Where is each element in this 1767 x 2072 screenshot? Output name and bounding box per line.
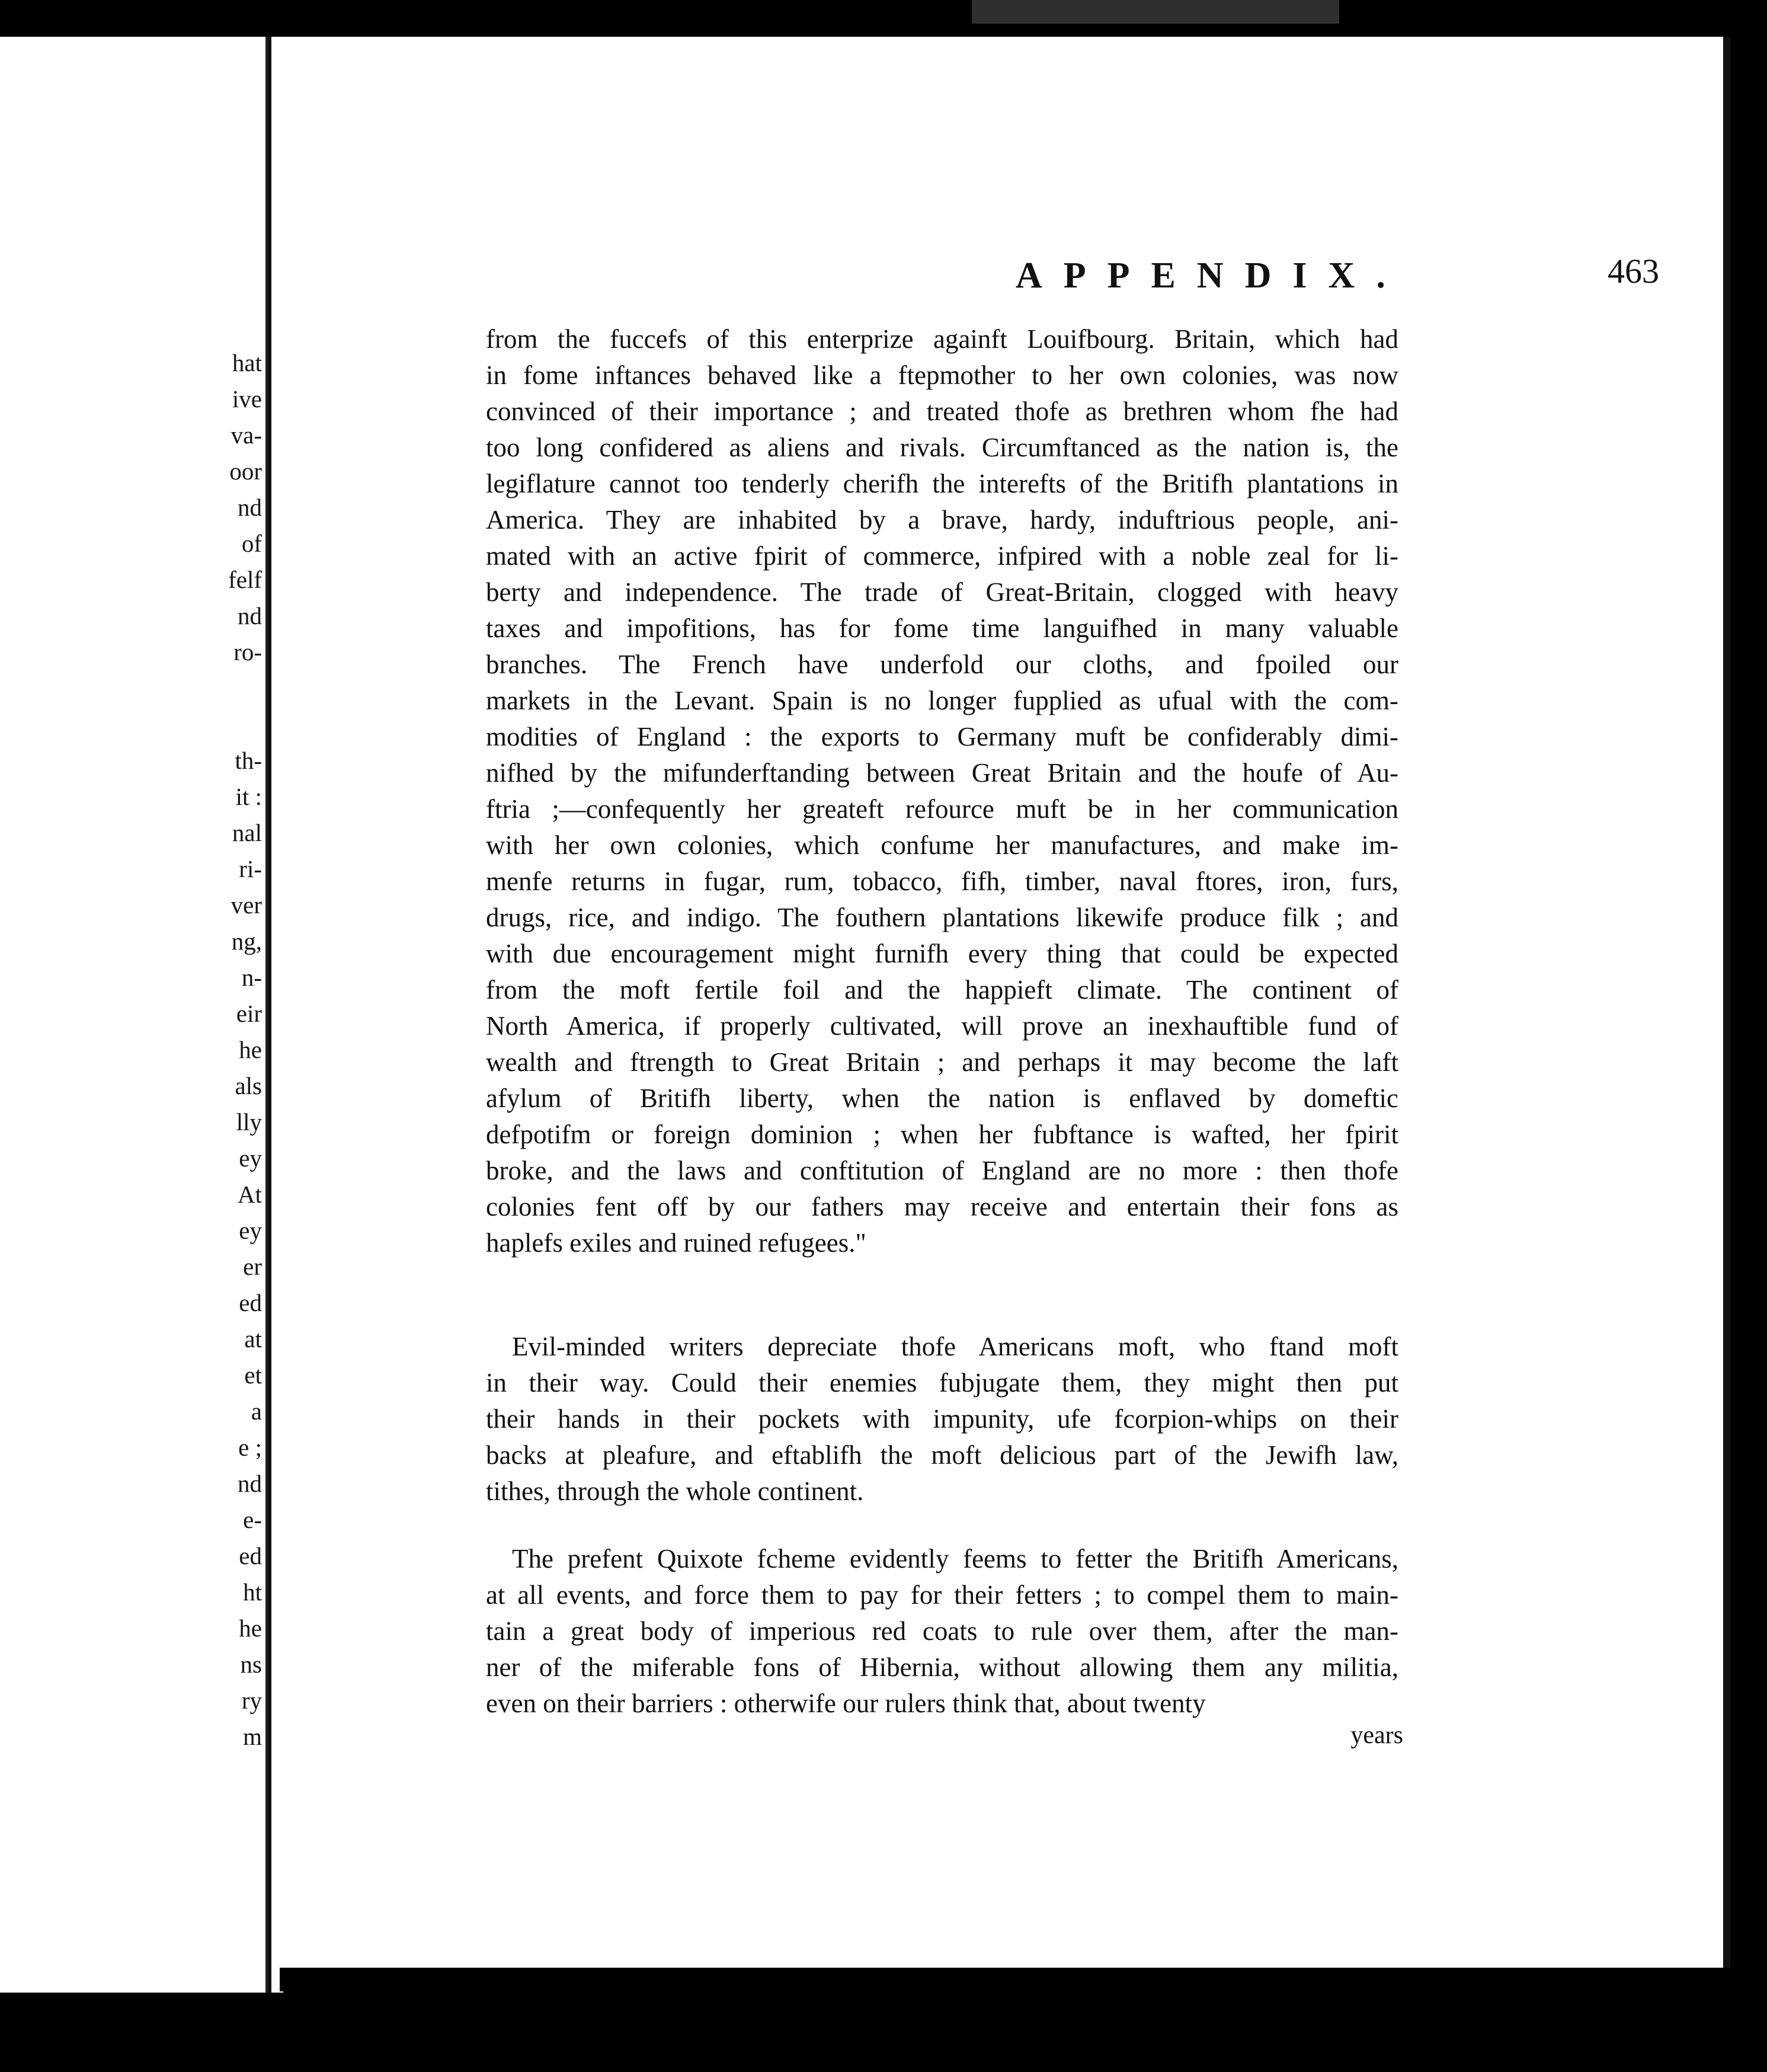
text-line: colonies fent off by our fathers may receive and entertain their fons as <box>486 1192 1398 1222</box>
running-header <box>735 252 1659 302</box>
facing-page-fragment-line: ver <box>231 891 262 919</box>
scan-top-border <box>0 0 1767 37</box>
text-line: menfe returns in fugar, rum, tobacco, fifh, timber, naval ftores, iron, furs, <box>486 866 1398 896</box>
text-line: afylum of Britifh liberty, when the nation is enflaved by domeftic <box>486 1083 1398 1113</box>
text-line: with due encouragement might furnifh every thing that could be expected <box>486 939 1398 968</box>
scan-bottom-border <box>280 1968 1730 1991</box>
facing-page-fragment-line: n- <box>241 964 262 991</box>
facing-page-fragment-line: ey <box>239 1217 262 1244</box>
facing-page-fragment-line: hat <box>232 349 262 376</box>
facing-page-fragment-line: ng, <box>231 928 262 955</box>
facing-page-fragment-line: et <box>244 1361 262 1389</box>
text-line: defpotifm or foreign dominion ; when her fubftance is wafted, her fpirit <box>486 1120 1398 1149</box>
text-line: with her own colonies, which confume her manufactures, and make im- <box>486 830 1398 860</box>
facing-page-fragment-line: at <box>244 1325 262 1352</box>
facing-page-fragment-line: of <box>241 530 262 557</box>
facing-page-fragment-line: At <box>238 1181 262 1208</box>
facing-page-fragment-line: he <box>239 1036 262 1063</box>
facing-page-fragment-line: e- <box>243 1506 262 1533</box>
text-line: haplefs exiles and ruined refugees." <box>486 1228 866 1258</box>
facing-page-fragment-line: oor <box>229 458 262 485</box>
facing-page-text <box>203 345 262 1755</box>
paragraph-quixote <box>486 1541 1398 1722</box>
text-line: in fome inftances behaved like a ftepmother to her own colonies, was now <box>486 360 1398 390</box>
facing-page-fragment-line: lly <box>236 1108 262 1136</box>
text-line: taxes and impofitions, has for fome time languifhed in many valuable <box>486 613 1398 643</box>
text-line: branches. The French have underfold our cloths, and fpoiled our <box>486 650 1398 679</box>
facing-page-fragment-line: m <box>243 1723 262 1750</box>
catchword: years <box>1350 1722 1403 1749</box>
text-line: mated with an active fpirit of commerce, infpired with a noble zeal for li- <box>486 541 1398 571</box>
facing-page-fragment-line: ed <box>239 1289 262 1316</box>
text-line: backs at pleafure, and eftablifh the moft delicious part of the Jewifh law, <box>486 1440 1398 1470</box>
facing-page-fragment-line: ive <box>232 385 262 413</box>
text-line: berty and independence. The trade of Great-Britain, clogged with heavy <box>486 577 1398 607</box>
text-line: broke, and the laws and conftitution of England are no more : then thofe <box>486 1156 1398 1185</box>
running-title: APPENDIX. <box>1016 255 1407 296</box>
facing-page-fragment-line: ry <box>241 1687 262 1714</box>
paragraph-evil-minded <box>486 1329 1398 1510</box>
facing-page-gap <box>203 670 262 743</box>
facing-page-fragment-line: ey <box>239 1144 262 1172</box>
facing-page-fragment-line: nd <box>238 1470 262 1497</box>
facing-page-fragment-line: nd <box>238 494 262 521</box>
text-line: from the moft fertile foil and the happieft climate. The continent of <box>486 975 1398 1005</box>
facing-page-fragment-line: ri- <box>239 855 262 882</box>
facing-page-fragment-line: ns <box>240 1651 262 1678</box>
text-line: tain a great body of imperious red coats to rule over them, after the man- <box>486 1616 1398 1646</box>
facing-page-fragment-line: ro- <box>233 638 262 666</box>
text-line: modities of England : the exports to Germany muft be confiderably dimi- <box>486 722 1398 752</box>
facing-page-fragment-line: er <box>243 1253 262 1280</box>
text-line: nifhed by the mifunderftanding between Great Britain and the houfe of Au- <box>486 758 1398 788</box>
text-line: from the fuccefs of this enterprize againft Louifbourg. Britain, which had <box>486 324 1398 354</box>
facing-page-fragment-line: nd <box>238 602 262 629</box>
text-line: Evil-minded writers depreciate thofe Americans moft, who ftand moft <box>512 1332 1398 1361</box>
text-line: in their way. Could their enemies fubjugate them, they might then put <box>486 1368 1398 1398</box>
facing-page-fragment-line: ht <box>243 1578 262 1606</box>
scan-artifact <box>972 0 1339 24</box>
page-edge <box>1723 37 1730 1968</box>
facing-page-fragment-line: it : <box>235 783 262 810</box>
facing-page-fragment-line: va- <box>231 421 262 449</box>
book-page <box>280 37 1730 1968</box>
text-line: ner of the miferable fons of Hibernia, without allowing them any militia, <box>486 1652 1398 1682</box>
facing-page-fragment-line: he <box>239 1614 262 1642</box>
text-line: drugs, rice, and indigo. The fouthern plantations likewife produce filk ; and <box>486 903 1398 932</box>
facing-page-fragment-line: als <box>235 1072 262 1099</box>
page-number: 463 <box>1608 252 1659 290</box>
paragraph-quotation <box>486 321 1398 1261</box>
text-line: their hands in their pockets with impunity, ufe fcorpion-whips on their <box>486 1404 1398 1434</box>
text-line: tithes, through the whole continent. <box>486 1476 864 1506</box>
text-line: North America, if properly cultivated, will prove an inexhauftible fund of <box>486 1011 1398 1041</box>
facing-page-fragment-line: eir <box>236 1000 262 1027</box>
text-line: The prefent Quixote fcheme evidently feems to fetter the Britifh Americans, <box>512 1544 1398 1574</box>
facing-page-fragment-line: ed <box>239 1542 262 1569</box>
facing-page-fragment <box>0 37 268 1993</box>
text-line: at all events, and force them to pay for their fetters ; to compel them to main- <box>486 1580 1398 1610</box>
text-line: convinced of their importance ; and treated thofe as brethren whom fhe had <box>486 397 1398 426</box>
facing-page-fragment-line: e ; <box>238 1434 262 1461</box>
text-line: ftria ;—confequently her greateft refource muft be in her communication <box>486 794 1398 824</box>
text-line: markets in the Levant. Spain is no longer fupplied as ufual with the com- <box>486 686 1398 715</box>
facing-page-fragment-line: a <box>251 1398 262 1425</box>
text-line: wealth and ftrength to Great Britain ; and perhaps it may become the laft <box>486 1047 1398 1077</box>
facing-page-fragment-line: nal <box>232 819 262 846</box>
text-line: even on their barriers : otherwife our rulers think that, about twenty <box>486 1689 1206 1718</box>
facing-page-fragment-line: felf <box>228 566 262 593</box>
text-line: legiflature cannot too tenderly cherifh the interefts of the Britifh plantations in <box>486 469 1398 498</box>
text-line: too long confidered as aliens and rivals. Circumftanced as the nation is, the <box>486 433 1398 462</box>
text-line: America. They are inhabited by a brave, hardy, induftrious people, ani- <box>486 505 1398 535</box>
facing-page-fragment-line: th- <box>235 747 262 774</box>
